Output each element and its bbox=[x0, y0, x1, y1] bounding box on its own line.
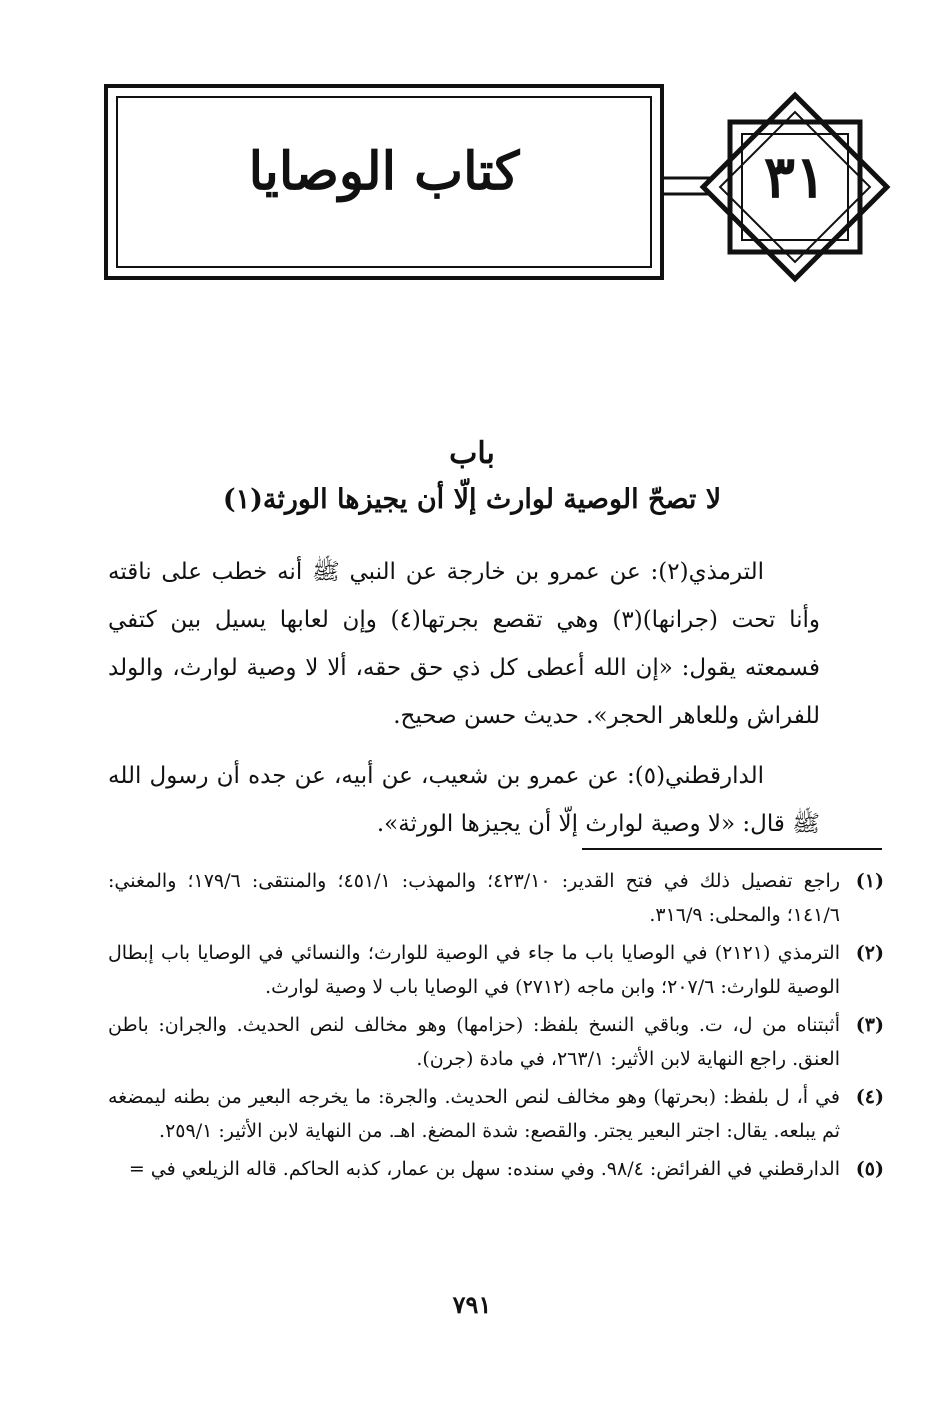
footnote-text: في أ، ل بلفظ: (بحرتها) وهو مخالف لنص الحديث. والجرة: ما يخرجه البعير من بطنه ليمضغه ثم يبلعه. يقال: اجتر البعير يجتر. والقصع: شدة المضغ. اهـ. من النهاية لابن الأثير: ٢٥٩/١. bbox=[108, 1086, 840, 1142]
footnotes bbox=[108, 864, 884, 1190]
footnote bbox=[108, 936, 884, 1004]
footnote bbox=[108, 1008, 884, 1076]
footnote-text: راجع تفصيل ذلك في فتح القدير: ٤٢٣/١٠؛ والمهذب: ٤٥١/١؛ والمنتقى: ١٧٩/٦؛ والمغني: ١٤١/٦؛ والمحلى: ٣١٦/٩. bbox=[108, 870, 840, 926]
footnote-text: الدارقطني في الفرائض: ٩٨/٤. وفي سنده: سهل بن عمار، كذبه الحاكم. قاله الزيلعي في = bbox=[128, 1158, 840, 1180]
footnote-text: الترمذي (٢١٢١) في الوصايا باب ما جاء في الوصية للوارث؛ والنسائي في الوصايا باب إبطال الوصية للوارث: ٢٠٧/٦؛ وابن ماجه (٢٧١٢) في الوصايا باب لا وصية لوارث. bbox=[108, 942, 840, 998]
hadith-paragraph-daraqutni: الدارقطني(٥): عن عمرو بن شعيب، عن أبيه، عن جده أن رسول الله ﷺ قال: «لا وصية لوارث إلّا أن يجيزها الورثة». bbox=[108, 763, 820, 837]
footnote-number: (٤) bbox=[855, 1086, 884, 1108]
footnote-number: (٢) bbox=[855, 942, 884, 964]
chapter-title-frame bbox=[104, 84, 664, 280]
body-text bbox=[108, 548, 820, 860]
section-title: لا تصحّ الوصية لوارث إلّا أن يجيزها الورثة(١) bbox=[222, 484, 722, 515]
section-label: باب bbox=[449, 436, 495, 471]
footnote-number: (٣) bbox=[855, 1014, 884, 1036]
footnote-text: أثبتناه من ل، ت. وباقي النسخ بلفظ: (حزامها) وهو مخالف لنص الحديث. والجران: باطن العنق. راجع النهاية لابن الأثير: ٢٦٣/١، في مادة (جرن). bbox=[108, 1014, 840, 1070]
footnote-divider bbox=[582, 848, 882, 850]
footnote-number: (١) bbox=[855, 870, 884, 892]
footnote-number: (٥) bbox=[855, 1158, 884, 1180]
page-number: ٧٩١ bbox=[452, 1290, 492, 1319]
footnote bbox=[108, 1080, 884, 1148]
footnote bbox=[108, 1152, 884, 1186]
chapter-title: كتاب الوصايا bbox=[248, 141, 520, 202]
hadith-paragraph-tirmidhi: الترمذي(٢): عن عمرو بن خارجة عن النبي ﷺ أنه خطب على ناقته وأنا تحت (جرانها)(٣) وهي تقصع بجرتها(٤) وإن لعابها يسيل بين كتفي فسمعته يقول: «إن الله أعطى كل ذي حق حقه، ألا لا وصية لوارث، والولد للفراش وللعاهر الحجر». حديث حسن صحيح. bbox=[108, 559, 820, 729]
footnote bbox=[108, 864, 884, 932]
chapter-number: ٣١ bbox=[763, 143, 827, 211]
